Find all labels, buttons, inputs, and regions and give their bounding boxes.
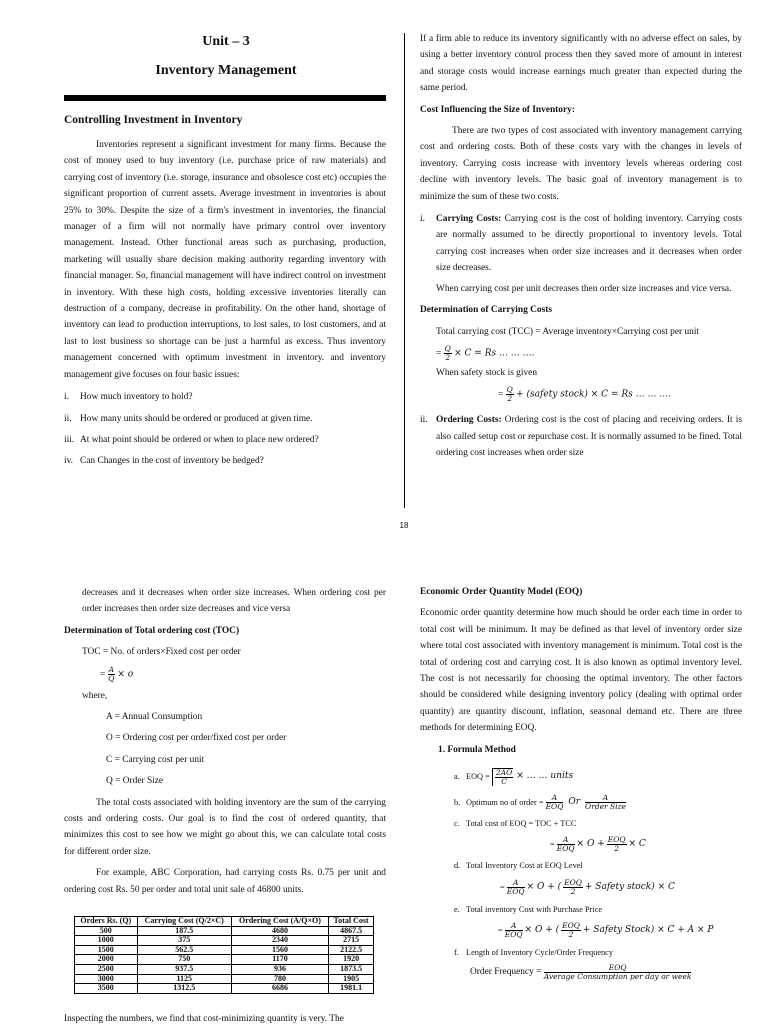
table-row: 3500 1312.5 6686 1981.1 — [75, 984, 374, 994]
formula-f: f. Length of Inventory Cycle/Order Frequency — [454, 947, 613, 957]
tcc-equation: = $\frac{Q}{2}$ × C = Rs … … …. — [436, 343, 535, 362]
example-paragraph: For example, ABC Corporation, had carrying costs Rs. 0.75 per unit and ordering cost Rs. 50 per order and total unit sale of 46800 units. — [64, 868, 386, 895]
section-heading: Controlling Investment in Inventory — [64, 114, 243, 126]
where-label: where, — [82, 690, 108, 701]
ordering-costs-item: ii. Ordering Costs: Ordering cost is the cost of placing and receiving orders. It is also called setup cost or repurchase cost. It is normally assumed to be fined. Total ordering cost increases when order size — [420, 415, 742, 459]
table-row: 2000 750 1170 1920 — [75, 955, 374, 965]
safety-stock-text: When safety stock is given — [436, 367, 538, 378]
page-number: 18 — [399, 521, 409, 530]
unit-label: Unit – 3 — [202, 34, 250, 49]
issue-item: iv. Can Changes in the cost of inventory be hedged? — [64, 456, 264, 467]
right-intro-paragraph: If a firm able to reduce its inventory significantly with no adverse effect on sales, by using a better inventory control process then they saved more of amount in interest and storage costs would increase earnings much greater than expected during the same period. — [420, 34, 742, 94]
definition: A = Annual Consumption — [106, 712, 203, 723]
formula-c: c. Total cost of EOQ = TOC + TCC — [454, 818, 577, 828]
carrying-costs-note: When carrying cost per unit decreases then order size increases and vice versa. — [436, 283, 732, 294]
eoq-heading: Economic Order Quantity Model (EOQ) — [420, 587, 583, 597]
formula-a: a. EOQ = $\frac{2AO}{C}$ × … … units — [454, 767, 574, 786]
eoq-paragraph: Economic order quantity determine how much should be order each time in order to total cost will be minimum. It may be defined as that level of inventory order size where total cost associated with inventory management is minimum. Total cost is the total of ordering cost and carrying cost. It is also known as optimal inventory level. The cost is not necessarily for choosing the optimal inventory. The other factors should be considered while designing inventory policy (dealing with optimal order quantity) are quantity discount, inflation, seasonal demand etc. There are three methods for determining EOQ. — [420, 608, 742, 734]
issue-item: iii. At what point should be ordered or when to place new ordered? — [64, 434, 319, 445]
continued-text: decreases and it decreases when order size increases. When ordering cost per order increases then order size decreases and vice versa — [82, 588, 386, 615]
formula-d-equation: = $\frac{A}{\text{EOQ}}$ × O + ( $\frac{\text{EOQ}}{2}$ + Safety stock) × C — [500, 877, 675, 896]
intro-paragraph: Inventories represent a significant investment for many firms. Because the cost of money used to buy inventory (i.e. purchase price of raw materials) and carrying cost of inventory (i.e. storage, insurance and obsolesce cost etc) occupies the significant proportion of current assets. Average investment in inventories is about 25% to 30%. Despite the size of a firm's investment in inventories, the financial manager of a firm will not normally have primary control over inventory management. Instead. Other functional areas such as purchasing, production, marketing will usually share decision making authority regarding inventory with financial manager. So, financial management will have indirect control on investment in inventory. With these high costs, holding excessive inventories literally can destruction of a company, decrease in profitability. On the other hand, shortage of inventory can lead to production interruptions, to lost sales, to lost customers, and at last to lost business so shortage can be just a harmful as excess. Thus inventory management concerned with optimum investment in inventory. and inventory management give focuses on four basic issues: — [64, 140, 386, 380]
sqrt-symbol: $\frac{2AO}{C}$ — [492, 768, 513, 786]
table-header-row — [75, 917, 374, 927]
column-header: Orders Rs. (Q) — [75, 917, 138, 927]
table-row: 3000 1125 780 1905 — [75, 974, 374, 984]
left-column-p1 — [64, 137, 386, 470]
safety-equation: = $\frac{Q}{2}$ + (safety stock) × C = Rs … … …. — [498, 385, 672, 404]
definition: C = Carrying cost per unit — [106, 754, 205, 765]
column-header: Carrying Cost (Q/2×C) — [137, 917, 231, 927]
formula-f-equation: Order Frequency = $\frac{\text{EOQ}}{\text{Average Consumption per day or week}}$ — [470, 962, 692, 981]
formula-e: e. Total inventory Cost with Purchase Price — [454, 904, 603, 914]
carrying-determination-heading: Determination of Carrying Costs — [420, 305, 553, 316]
table-row: 1000 375 2340 2715 — [75, 936, 374, 946]
definition: Q = Order Size — [106, 776, 164, 787]
right-column-p1 — [420, 31, 742, 462]
column-header: Total Cost — [329, 917, 374, 927]
carrying-costs-item: i. Carrying Costs: Carrying cost is the cost of holding inventory. Carrying costs are normally assumed to be directly proportional to inventory levels. Total carrying cost increases when order size increases and it decreases when order size decreases. — [420, 214, 742, 274]
formula-b: b. Optimum no of order = $\frac{A}{\text{EOQ}}$ Or $\frac{A}{\text{Order Size}}$ — [454, 793, 626, 812]
toc-formula: TOC = No. of orders×Fixed cost per order — [82, 647, 241, 658]
page-title: Inventory Management — [155, 63, 297, 78]
formula-c-equation: = $\frac{A}{\text{EOQ}}$ × O + $\frac{\text{EOQ}}{2}$ × C — [550, 834, 646, 853]
formula-e-equation: = $\frac{A}{\text{EOQ}}$ × O + ( $\frac{\text{EOQ}}{2}$ + Safety Stock) × C + A × P — [498, 921, 714, 940]
issue-item: i. How much inventory to hold? — [64, 392, 193, 403]
formula-d: d. Total Inventory Cost at EOQ Level — [454, 860, 583, 870]
total-cost-paragraph: The total costs associated with holding inventory are the sum of the carrying costs and ordering costs. Our goal is to find the cost of ordered quantity, that minimizes this cost to see how we might go about this, we can calculate total costs for different order size. — [64, 797, 386, 857]
issue-item: ii. How many units should be ordered or produced at given time. — [64, 413, 313, 424]
cost-heading: Cost Influencing the Size of Inventory: — [420, 104, 575, 115]
definition: O = Ordering cost per order/fixed cost per order — [106, 733, 287, 744]
formula-method-heading: 1. Formula Method — [438, 744, 516, 755]
column-divider — [404, 33, 405, 508]
cost-table — [74, 916, 374, 994]
tcc-formula: Total carrying cost (TCC) = Average inventory×Carrying cost per unit — [436, 326, 700, 337]
bottom-text: Inspecting the numbers, we find that cost-minimizing quantity is very. The — [64, 1014, 344, 1024]
toc-equation: = $\frac{A}{Q}$ × o — [100, 664, 134, 683]
table-row: 500 187.5 4680 4867.5 — [75, 926, 374, 936]
column-header: Ordering Cost (A/Q×O) — [231, 917, 328, 927]
table-row: 1500 562.5 1560 2122.5 — [75, 945, 374, 955]
table-row: 2500 937.5 936 1873.5 — [75, 964, 374, 974]
left-column-p2 — [64, 585, 386, 903]
title-rule — [64, 95, 386, 101]
right-column-p2 — [420, 584, 742, 984]
ordering-determination-heading: Determination of Total ordering cost (TOC) — [64, 625, 240, 636]
cost-paragraph: There are two types of cost associated with inventory management carrying cost and ordering costs. Both of these costs vary with the changes in levels of inventory. Carrying costs increase with inventory levels whereas ordering cost decline with inventory levels. The basic goal of inventory management is to minimize the sum of these two costs. — [420, 126, 742, 202]
